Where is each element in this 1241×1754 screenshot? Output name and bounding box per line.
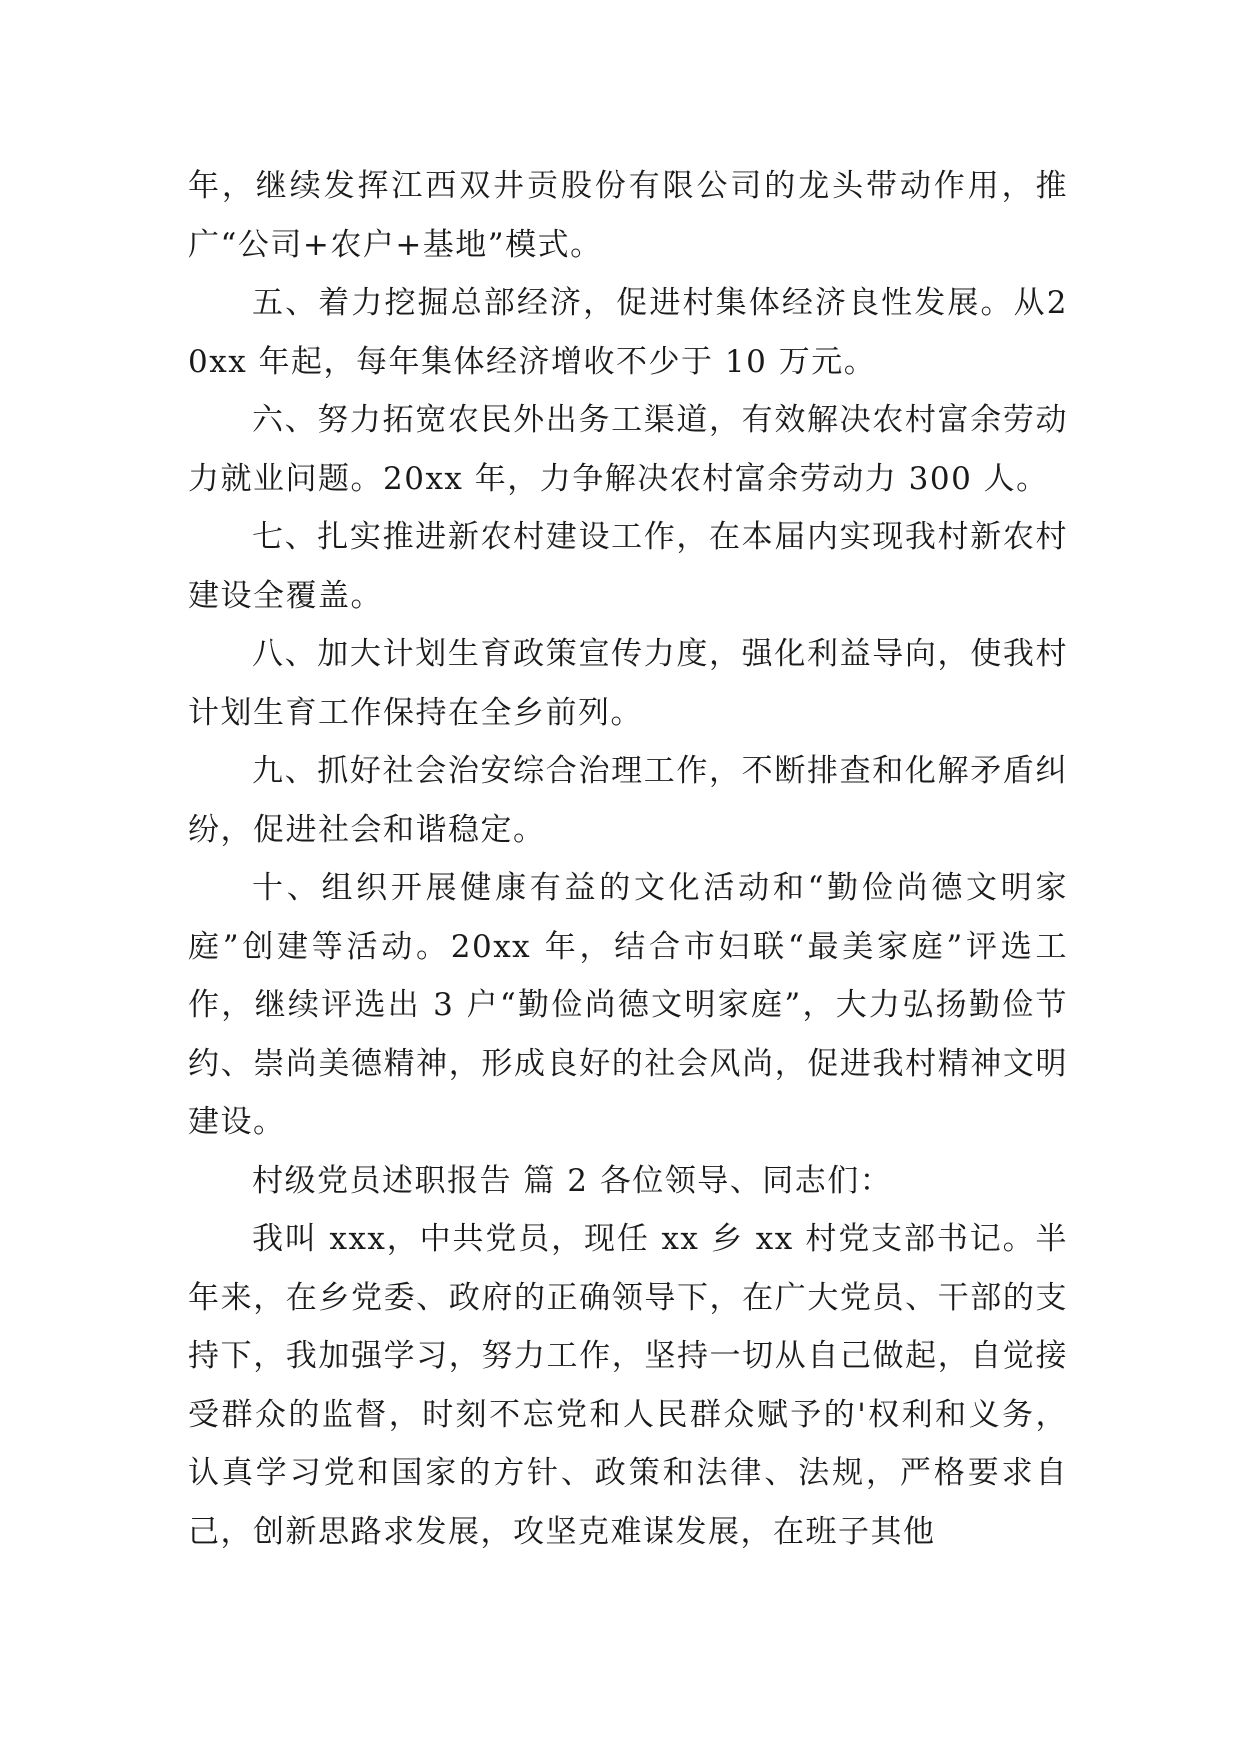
paragraph-item-8: 八、加大计划生育政策宣传力度，强化利益导向，使我村计划生育工作保持在全乡前列。 xyxy=(188,636,1068,731)
paragraph-self-introduction: 我叫 xxx，中共党员，现任 xx 乡 xx 村党支部书记。半年来，在乡党委、政府的正确领导下，在广大党员、干部的支持下，我加强学习，努力工作，坚持一切从自己做起，自觉接受群众的监督，时刻不忘党和人民群众赋予的'权利和义务，认真学习党和国家的方针、政策和法律、法规，严格要求自己，创新思路求发展，攻坚克难谋发展，在班子其他 xyxy=(188,1221,1068,1550)
paragraph-item-10: 十、组织开展健康有益的文化活动和“勤俭尚德文明家庭”创建等活动。20xx 年，结合市妇联“最美家庭”评选工作，继续评选出 3 户“勤俭尚德文明家庭”，大力弘扬勤俭节约、崇尚美德精神，形成良好的社会风尚，促进我村精神文明建设。 xyxy=(188,870,1068,1140)
paragraph-intro: 年，继续发挥江西双井贡股份有限公司的龙头带动作用，推广“公司+农户+基地”模式。 xyxy=(188,168,1068,263)
paragraph-item-6: 六、努力拓宽农民外出务工渠道，有效解决农村富余劳动力就业问题。20xx 年，力争解决农村富余劳动力 300 人。 xyxy=(188,402,1068,497)
paragraph-item-9: 九、抓好社会治安综合治理工作，不断排查和化解矛盾纠纷，促进社会和谐稳定。 xyxy=(188,753,1068,848)
paragraph-item-5: 五、着力挖掘总部经济，促进村集体经济良性发展。从20xx 年起，每年集体经济增收不少于 10 万元。 xyxy=(188,285,1068,380)
report-heading-line: 村级党员述职报告 篇 2 各位领导、同志们： xyxy=(252,1162,893,1199)
document-body xyxy=(188,157,1068,1561)
paragraph-item-7: 七、扎实推进新农村建设工作，在本届内实现我村新农村建设全覆盖。 xyxy=(188,519,1068,614)
